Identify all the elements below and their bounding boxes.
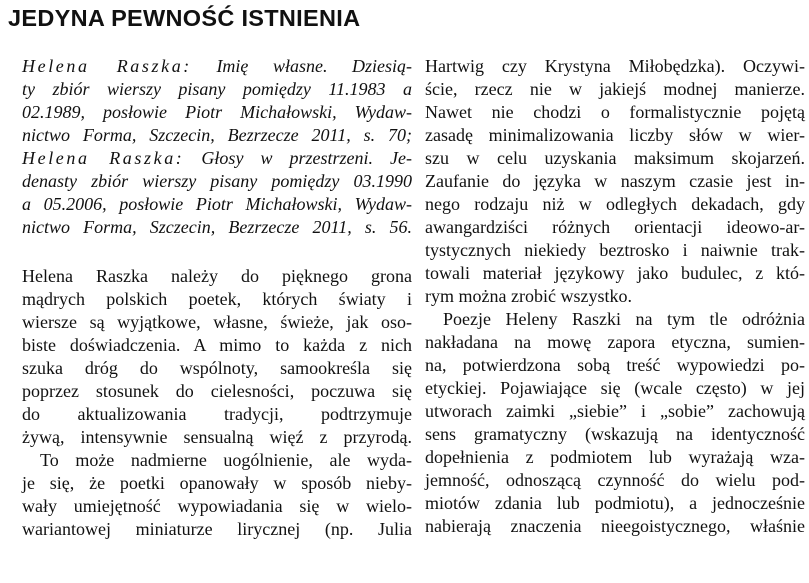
- article-title: JEDYNA PEWNOŚĆ ISTNIENIA: [8, 5, 361, 31]
- text-line: Zaufanie do języka w naszym czasie jest in-: [425, 171, 805, 191]
- text-line: miotów zdania lub podmiotu), a jednocześnie: [425, 493, 805, 513]
- biblio-line: [22, 147, 412, 170]
- text-line: ście, rzecz nie w jakiejś modnej manierze.: [425, 79, 805, 99]
- text-line: Helena Raszka należy do pięknego grona: [22, 266, 412, 286]
- text-line: poprzez stosunek do cielesności, poczuwa się: [22, 381, 412, 401]
- biblio-line: nictwo Forma, Szczecin, Bezrzecze 2011, s. 70;: [22, 125, 412, 145]
- text-line: nabierają znaczenia nieegoistycznego, właśnie: [425, 516, 805, 536]
- text-line: towali materiał językowy jako budulec, z któ-: [425, 263, 805, 283]
- text-line: nakładana na mowę zapora etyczna, sumien-: [425, 332, 805, 352]
- biblio-line: nictwo Forma, Szczecin, Bezrzecze 2011, s. 56.: [22, 217, 412, 237]
- body-text-left: [22, 265, 412, 541]
- text-line: nego rodzaju niż w odległych dekadach, gdy: [425, 194, 805, 214]
- biblio-line: denasty zbiór wierszy pisany pomiędzy 03.1990: [22, 171, 412, 191]
- text-line: je się, że poetki opanowały w sposób nieby-: [22, 473, 412, 493]
- left-column: [22, 55, 412, 541]
- biblio-line: [22, 55, 412, 78]
- text-line: jemność, odnoszącą czynność do wielu pod-: [425, 470, 805, 490]
- text-line: tystycznych niekiedy beztrosko i naiwnie trak-: [425, 240, 805, 260]
- text-line: do aktualizowania tradycji, podtrzymuje: [22, 404, 412, 424]
- text-line: zasadę minimalizowania liczby słów w wier-: [425, 125, 805, 145]
- text-line: mądrych polskich poetek, których światy i: [22, 289, 412, 309]
- right-column: [425, 55, 805, 538]
- text-line: utworach zaimki „siebie” i „sobie” zachowują: [425, 401, 805, 421]
- text-line: na, potwierdzona sobą treść wypowiedzi po-: [425, 355, 805, 375]
- text-line: Nawet nie chodzi o formalistycznie pojętą: [425, 102, 805, 122]
- text-line: wiersze są wyjątkowe, własne, świeże, jak oso-: [22, 312, 412, 332]
- text-line: awangardziści różnych orientacji ideowo-ar-: [425, 217, 805, 237]
- text-line: To może nadmierne uogólnienie, ale wyda-: [40, 450, 412, 470]
- biblio-line: a 05.2006, posłowie Piotr Michałowski, Wydaw-: [22, 194, 412, 214]
- text-line: sens gramatyczny (wskazują na identyczność: [425, 424, 805, 444]
- biblio-line: ty zbiór wierszy pisany pomiędzy 11.1983 a: [22, 79, 412, 99]
- text-line: wariantowej miniaturze lirycznej (np. Julia: [22, 519, 412, 539]
- text-line: Hartwig czy Krystyna Miłobędzka). Oczywi-: [425, 56, 805, 76]
- biblio-line: 02.1989, posłowie Piotr Michałowski, Wydaw-: [22, 102, 412, 122]
- text-line: Poezje Heleny Raszki na tym tle odróżnia: [443, 309, 805, 329]
- text-line: szuka dróg do wspólnoty, samookreśla się: [22, 358, 412, 378]
- text-line: szu w celu uzyskania maksimum skojarzeń.: [425, 148, 805, 168]
- text-line: żywą, intensywnie sensualną więź z przyrodą.: [22, 427, 412, 447]
- biblio-author: Helena Raszka:: [22, 148, 185, 168]
- text-line: dopełnienia z podmiotem lub wyrażają wza-: [425, 447, 805, 467]
- biblio-text: Imię własne. Dziesią-: [191, 56, 412, 76]
- text-line: etyckiej. Pojawiające się (wcale często) w jej: [425, 378, 805, 398]
- text-line: rym można zrobić wszystko.: [425, 286, 632, 306]
- biblio-text: Głosy w przestrzeni. Je-: [184, 148, 412, 168]
- text-line: wały umiejętność wypowiadania się w wielo-: [22, 496, 412, 516]
- biblio-author: Helena Raszka:: [22, 56, 192, 76]
- bibliographic-note: [22, 55, 412, 239]
- text-line: biste doświadczenia. A mimo to każda z nich: [22, 335, 412, 355]
